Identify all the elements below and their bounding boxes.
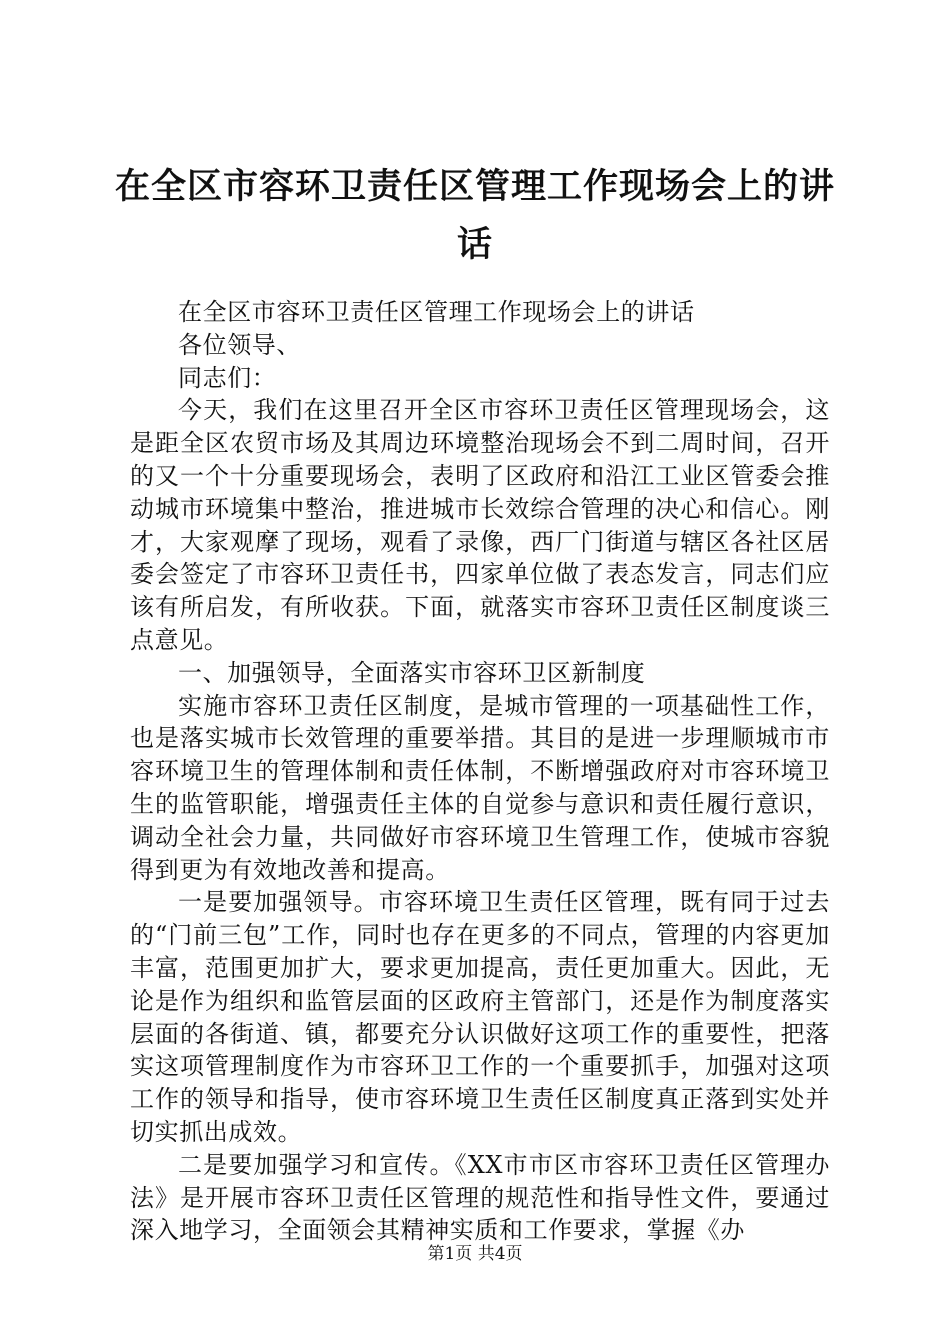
page-footer: 第1页 共4页 (427, 1244, 523, 1264)
body-paragraph: 今天，我们在这里召开全区市容环卫责任区管理现场会，这是距全区农贸市场及其周边环境整治现场会不到二周时间，召开的又一个十分重要现场会，表明了区政府和沿江工业区管委会推动城市环境集中整治，推进城市长效综合管理的决心和信心。刚才，大家观摩了现场，观看了录像，西厂门街道与辖区各社区居委会签定了市容环卫责任书，四家单位做了表态发言，同志们应该有所启发，有所收获。下面，就落实市容环卫责任区制度谈三点意见。 (130, 396, 830, 654)
section-heading: 一、加强领导，全面落实市容环卫区新制度 (178, 658, 646, 687)
salutation-line-2: 同志们： (178, 363, 277, 392)
document-title: 在全区市容环卫责任区管理工作现场会上的讲话 (114, 166, 835, 265)
salutation-line-1: 各位领导、 (178, 330, 301, 359)
body-paragraph: 二是要加强学习和宣传。《XX市市区市容环卫责任区管理办法》是开展市容环卫责任区管理的规范性和指导性文件，要通过深入地学习，全面领会其精神实质和工作要求，掌握《办 (130, 1150, 830, 1245)
body-paragraph: 实施市容环卫责任区制度，是城市管理的一项基础性工作，也是落实城市长效管理的重要举措。其目的是进一步理顺城市市容环境卫生的管理体制和责任体制，不断增强政府对市容环境卫生的监管职能，增强责任主体的自觉参与意识和责任履行意识，调动全社会力量，共同做好市容环境卫生管理工作，使城市容貌得到更为有效地改善和提高。 (130, 691, 830, 884)
body-paragraph: 一是要加强领导。市容环境卫生责任区管理，既有同于过去的“门前三包”工作，同时也存在更多的不同点，管理的内容更加丰富，范围更加扩大，要求更加提高，责任更加重大。因此，无论是作为组织和监管层面的区政府主管部门，还是作为制度落实层面的各街道、镇，都要充分认识做好这项工作的重要性，把落实这项管理制度作为市容环卫工作的一个重要抓手，加强对这项工作的领导和指导，使市容环境卫生责任区制度真正落到实处并切实抓出成效。 (130, 888, 830, 1146)
subtitle-paragraph: 在全区市容环卫责任区管理工作现场会上的讲话 (178, 298, 695, 326)
document-body (130, 296, 830, 1247)
